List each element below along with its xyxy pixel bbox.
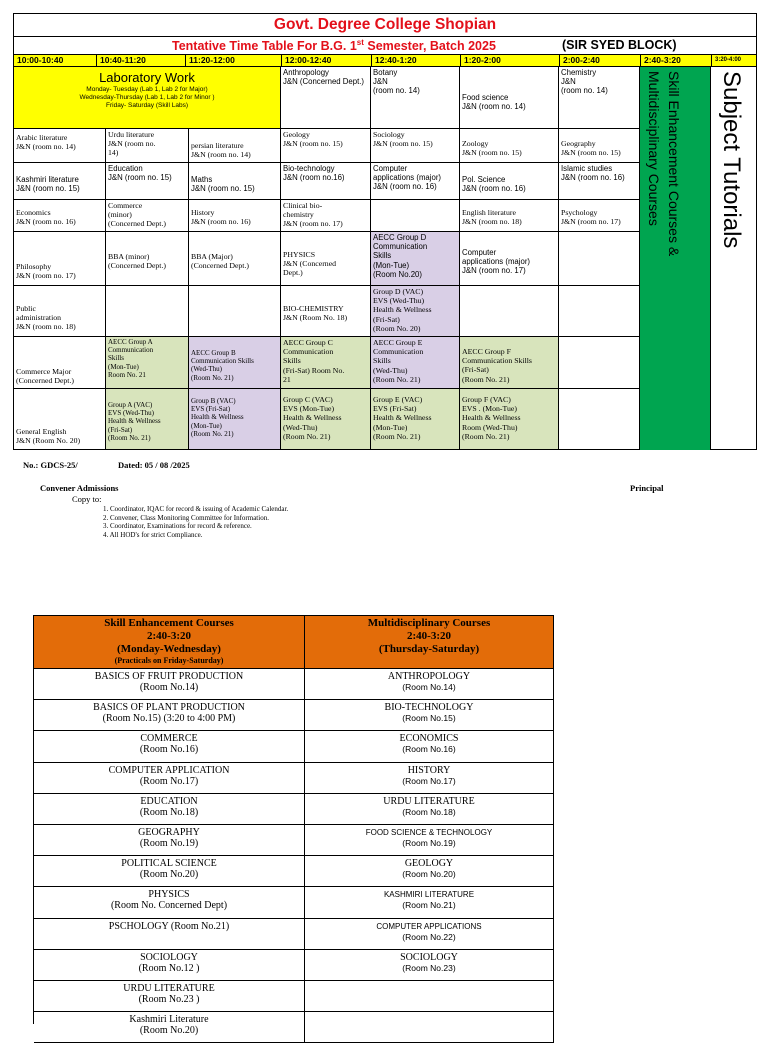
course-name: COMMERCE	[140, 733, 198, 745]
slot-sociology: Sociology J&N (room no. 15)	[371, 129, 460, 163]
lab-heading: Laboratory Work	[99, 70, 195, 85]
header-line: Multidisciplinary Courses	[367, 617, 491, 629]
slot-economics: Economics J&N (room no. 16)	[14, 200, 106, 232]
slot-computer-applications-2: Computer applications (major) J&N (room no. 17)	[460, 232, 559, 286]
subject-tutorials-label: Subject Tutorials	[718, 71, 745, 249]
time-slot: 11:20-12:00	[186, 55, 282, 66]
slot-islamic-studies: Islamic studies J&N (room no. 16)	[559, 163, 640, 200]
course-name: ANTHROPOLOGY	[387, 671, 471, 682]
time-slot: 12:00-12:40	[282, 55, 372, 66]
course-room: (Room No.17)	[402, 775, 456, 786]
multidisciplinary-course-cell	[305, 669, 554, 700]
course-name: BASICS OF FRUIT PRODUCTION	[94, 671, 244, 682]
slot-persian: persian literature J&N (room no. 14)	[189, 129, 281, 163]
course-name: BASICS OF PLANT PRODUCTION	[93, 702, 245, 714]
slot-group-e-vac: Group E (VAC) EVS (Fri-Sat) Health & Wellness (Mon-Tue) (Room No. 21)	[371, 389, 460, 450]
slot-clinical-biochem: Clinical bio- chemistry J&N (room no. 17)	[281, 200, 371, 232]
copy-item: 2. Convener, Class Monitoring Committee for Information.	[103, 513, 269, 522]
course-room: (Room No.16)	[139, 744, 199, 756]
timetable-title: Tentative Time Table For B.G. 1st Semester, Batch 2025	[172, 38, 496, 54]
slot-public-admin: Public administration J&N (room no. 18)	[14, 286, 106, 337]
skill-course-cell	[34, 731, 305, 762]
time-slot: 12:40-1:20	[372, 55, 461, 66]
slot-aecc-group-c: AECC Group C Communication Skills (Fri-Sat) Room No. 21	[281, 337, 371, 389]
header-line: 2:40-3:20	[147, 630, 191, 642]
course-name: SOCIOLOGY	[400, 951, 458, 963]
slot-food-science: Food science J&N (room no. 14)	[460, 67, 559, 129]
slot-geology: Geology J&N (room no. 15)	[281, 129, 371, 163]
slot-general-english: General English J&N (Room No. 20)	[14, 389, 106, 450]
slot-zoology: Zoology J&N (room no. 15)	[460, 129, 559, 163]
course-name: URDU LITERATURE	[383, 795, 475, 807]
subject-tutorials-column	[711, 67, 757, 450]
course-room: (Room No.14)	[402, 682, 456, 692]
reference-number: No.: GDCS-25/	[23, 460, 78, 470]
course-room: (Room No.23 )	[138, 994, 200, 1005]
slot-group-a-vac: Group A (VAC) EVS (Wed-Thu) Health & Wellness (Fri-Sat) (Room No. 21)	[106, 389, 189, 450]
slot-empty	[106, 286, 189, 337]
multidisciplinary-course-cell	[305, 763, 554, 794]
course-room: (Room No. Concerned Dept)	[110, 900, 228, 912]
slot-aecc-group-b: AECC Group B Communication Skills (Wed-Thu) (Room No. 21)	[189, 337, 281, 389]
course-room: (Room No.18)	[139, 806, 199, 818]
slot-empty	[371, 200, 460, 232]
block-name: (SIR SYED BLOCK)	[562, 38, 677, 52]
course-name: KASHMIRI LITERATURE	[383, 890, 475, 900]
slot-maths: Maths J&N (room no. 15)	[189, 163, 281, 200]
course-room: (Room No.19)	[139, 838, 199, 849]
multidisciplinary-course-cell	[305, 887, 554, 918]
multidisciplinary-course-cell	[305, 856, 554, 887]
multidisciplinary-course-cell	[305, 731, 554, 762]
course-name: ECONOMICS	[399, 733, 459, 745]
time-slot: 3:20-4:00	[715, 57, 742, 63]
course-room: (Room No.20)	[139, 869, 199, 881]
course-name: EDUCATION	[140, 795, 198, 807]
time-slot: 10:00-10:40	[14, 55, 97, 66]
copy-to: Copy to:	[72, 494, 102, 504]
multidisciplinary-course-cell	[305, 919, 554, 950]
slot-urdu: Urdu literature J&N (room no. 14)	[106, 129, 189, 163]
time-slot: 2:40-3:20	[641, 55, 712, 66]
multidisciplinary-course-cell	[305, 700, 554, 731]
lab-line: Wednesday-Thursday (Lab 1, Lab 2 for Minor )	[79, 94, 215, 101]
laboratory-work-block	[14, 67, 281, 129]
header-line: Skill Enhancement Courses	[104, 617, 234, 629]
multidisciplinary-course-cell	[305, 794, 554, 825]
slot-psychology: Psychology J&N (room no. 17)	[559, 200, 640, 232]
slot-computer-applications: Computer applications (major) J&N (room no. 16)	[371, 163, 460, 200]
slot-english-literature: English literature J&N (room no. 18)	[460, 200, 559, 232]
copy-list	[103, 505, 288, 539]
course-room: (Room No.17)	[139, 775, 199, 787]
course-room: (Room No.20)	[402, 869, 456, 880]
multidisciplinary-course-cell	[305, 950, 554, 981]
skill-multidisciplinary-column	[640, 67, 711, 450]
slot-empty	[559, 232, 640, 286]
copy-item: 1. Coordinator, IQAC for record & issuing of Academic Calendar.	[103, 505, 289, 513]
slot-group-c-vac: Group C (VAC) EVS (Mon-Tue) Health & Wellness (Wed-Thu) (Room No. 21)	[281, 389, 371, 450]
course-room: (Room No.12 )	[138, 962, 200, 974]
course-name: POLITICAL SCIENCE	[121, 858, 217, 870]
principal: Principal	[630, 483, 664, 493]
header-line: (Thursday-Saturday)	[378, 643, 480, 655]
slot-education: Education J&N (room no. 15)	[106, 163, 189, 200]
slot-empty	[460, 286, 559, 337]
course-name: GEOLOGY	[404, 858, 454, 870]
course-name: GEOGRAPHY	[138, 827, 200, 838]
time-slot: 1:20-2:00	[461, 55, 560, 66]
slot-geography: Geography J&N (room no. 15)	[559, 129, 640, 163]
course-room: (Room No.22)	[402, 931, 456, 942]
header-line: (Practicals on Friday-Saturday)	[114, 656, 224, 665]
course-name: BIO-TECHNOLOGY	[384, 702, 474, 714]
course-room: (Room No.20)	[139, 1025, 199, 1037]
course-name: SOCIOLOGY	[140, 951, 198, 963]
slot-group-f-vac: Group F (VAC) EVS . (Mon-Tue) Health & Wellness Room (Wed-Thu) (Room No. 21)	[460, 389, 559, 450]
skill-enhancement-header	[34, 616, 305, 669]
slot-empty	[189, 286, 281, 337]
course-room: (Room No.18)	[402, 806, 456, 817]
skill-course-cell	[34, 763, 305, 794]
convener: Convener Admissions	[40, 483, 119, 493]
slot-group-b-vac: Group B (VAC) EVS (Fri-Sat) Health & Wellness (Mon-Tue) (Room No. 21)	[189, 389, 281, 450]
slot-commerce-major: Commerce Major (Concerned Dept.)	[14, 337, 106, 389]
skill-course-cell	[34, 919, 305, 950]
slot-aecc-group-f: AECC Group F Communication Skills (Fri-Sat) (Room No. 21)	[460, 337, 559, 389]
time-slot: 2:00-2:40	[560, 55, 641, 66]
slot-biotechnology: Bio-technology J&N (room no.16)	[281, 163, 371, 200]
skill-course-cell	[34, 887, 305, 918]
course-room: (Room No.23)	[402, 962, 456, 973]
course-room: (Room No.15)	[402, 713, 456, 724]
subtitle-bar	[13, 36, 757, 55]
slot-aecc-group-e: AECC Group E Communication Skills (Wed-Thu) (Room No. 21)	[371, 337, 460, 389]
course-name: PSCHOLOGY (Room No.21)	[108, 920, 230, 932]
slot-pol-science: Pol. Science J&N (room no. 16)	[460, 163, 559, 200]
date: Dated: 05 / 08 /2025	[118, 460, 190, 470]
course-room: (Room No.15) (3:20 to 4:00 PM)	[102, 713, 236, 725]
slot-bba-major: BBA (Major) (Concerned Dept.)	[189, 232, 281, 286]
slot-group-d-vac: Group D (VAC) EVS (Wed-Thu) Health & Wellness (Fri-Sat) (Room No. 20)	[371, 286, 460, 337]
multidisciplinary-course-cell	[305, 1012, 554, 1043]
slot-aecc-group-d: AECC Group D Communication Skills (Mon-Tue) (Room No.20)	[371, 232, 460, 286]
slot-kashmiri: Kashmiri literature J&N (room no. 15)	[14, 163, 106, 200]
slot-bba-minor: BBA (minor) (Concerned Dept.)	[106, 232, 189, 286]
multidisciplinary-header	[305, 616, 554, 669]
header-line: 2:40-3:20	[407, 630, 451, 642]
copy-item: 4. All HOD's for strict Compliance.	[103, 530, 203, 539]
slot-botany: Botany J&N (room no. 14)	[371, 67, 460, 129]
skill-course-cell	[34, 950, 305, 981]
slot-anthropology: Anthropology J&N (Concerned Dept.)	[281, 67, 371, 129]
slot-history: History J&N (room no. 16)	[189, 200, 281, 232]
college-title: Govt. Degree College Shopian	[13, 13, 757, 36]
skill-course-cell	[34, 825, 305, 856]
lab-line: Friday- Saturday (Skill Labs)	[106, 102, 188, 109]
skill-course-cell	[34, 669, 305, 700]
skill-course-cell	[34, 794, 305, 825]
course-room: (Room No.14)	[139, 682, 199, 693]
course-name: FOOD SCIENCE & TECHNOLOGY	[365, 828, 493, 837]
slot-aecc-group-a: AECC Group A Communication Skills (Mon-Tue) Room No. 21	[106, 337, 189, 389]
course-name: COMPUTER APPLICATIONS	[376, 921, 482, 931]
skill-course-cell	[34, 981, 305, 1012]
slot-chemistry: Chemistry J&N (room no. 14)	[559, 67, 640, 129]
course-room: (Room No.19)	[402, 838, 456, 848]
skill-course-cell	[34, 700, 305, 731]
multidisciplinary-course-cell	[305, 825, 554, 856]
course-name: COMPUTER APPLICATION	[108, 764, 230, 776]
slot-philosophy: Philosophy J&N (room no. 17)	[14, 232, 106, 286]
course-room: (Room No.21)	[402, 900, 456, 911]
lab-line: Monday- Tuesday (Lab 1, Lab 2 for Major)	[86, 86, 208, 93]
slot-empty	[559, 286, 640, 337]
slot-commerce-minor: Commerce (minor) (Concerned Dept.)	[106, 200, 189, 232]
header-line: (Monday-Wednesday)	[117, 643, 221, 655]
slot-empty	[559, 337, 640, 389]
slot-arabic: Arabic literature J&N (room no. 14)	[14, 129, 106, 163]
course-name: PHYSICS	[148, 889, 190, 901]
skill-multidisciplinary-label: Skill Enhancement Courses & Multidisciplinary Courses	[646, 71, 682, 257]
course-name: HISTORY	[407, 764, 451, 776]
time-slot-row	[13, 55, 757, 67]
multidisciplinary-course-cell	[305, 981, 554, 1012]
slot-empty	[559, 389, 640, 450]
skill-course-cell	[34, 856, 305, 887]
skill-course-cell	[34, 1012, 305, 1043]
course-name: Kashmiri Literature	[129, 1014, 209, 1026]
copy-item: 3. Coordinator, Examinations for record & reference.	[103, 522, 252, 530]
course-name: URDU LITERATURE	[123, 983, 215, 994]
time-slot: 10:40-11:20	[97, 55, 186, 66]
course-room: (Room No.16)	[402, 744, 456, 755]
slot-bio-chemistry: BIO-CHEMISTRY J&N (Room No. 18)	[281, 286, 371, 337]
slot-physics: PHYSICS J&N (Concerned Dept.)	[281, 232, 371, 286]
